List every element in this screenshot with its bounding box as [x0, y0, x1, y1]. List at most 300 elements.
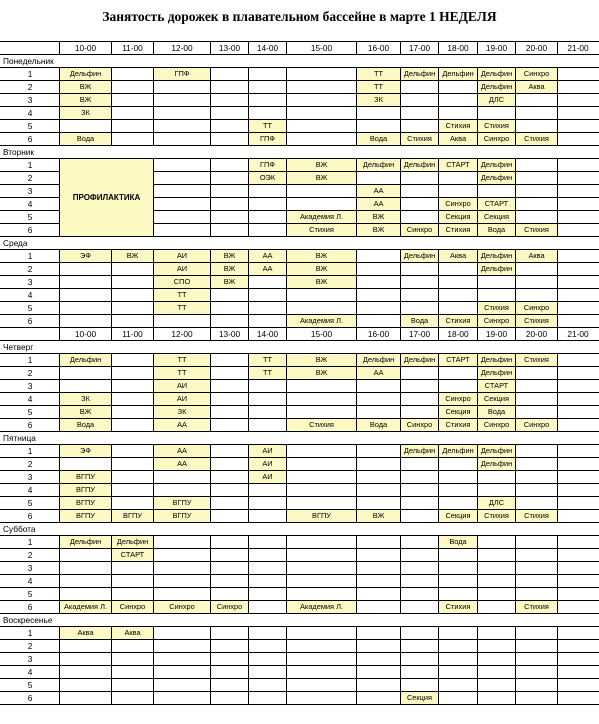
grid-vline	[286, 67, 287, 146]
lane-number: 6	[27, 225, 33, 235]
grid-vline	[248, 626, 249, 705]
lane-number: 4	[27, 394, 33, 404]
grid-vline	[153, 353, 154, 432]
booking-cell: ВГПУ	[112, 510, 153, 522]
grid-hline	[0, 106, 599, 107]
booking-cell: Синхро	[439, 198, 477, 210]
grid-vline	[356, 626, 357, 705]
lane-number: 6	[27, 511, 33, 521]
hour-header: 15-00	[310, 329, 333, 339]
booking-cell: Вода	[60, 133, 111, 145]
grid-vline	[438, 249, 439, 328]
booking-cell: ВЖ	[211, 263, 248, 275]
grid-vline	[111, 249, 112, 328]
hour-header: 18-00	[447, 329, 469, 339]
booking-cell: ВЖ	[287, 159, 356, 171]
booking-cell: Дельфин	[478, 367, 515, 379]
grid-vline	[59, 67, 60, 146]
grid-vline	[515, 353, 516, 432]
lane-number: 1	[27, 251, 33, 261]
lane-number: 2	[27, 82, 33, 92]
lane-number: 3	[27, 277, 33, 287]
grid-hline	[0, 444, 599, 445]
grid-vline	[210, 626, 211, 705]
booking-cell: ВЖ	[287, 172, 356, 184]
grid-hline	[0, 405, 599, 406]
booking-cell: Секция	[478, 393, 515, 405]
booking-cell: АА	[154, 445, 210, 457]
booking-cell: АИ	[154, 393, 210, 405]
booking-cell: Аква	[439, 133, 477, 145]
booking-cell: Секция	[401, 692, 438, 704]
grid-vline	[210, 249, 211, 328]
grid-vline	[515, 626, 516, 705]
booking-cell: ВГПУ	[60, 497, 111, 509]
booking-cell: Стихия	[478, 120, 515, 132]
booking-cell: Академия Л.	[60, 601, 111, 613]
booking-cell: Дельфин	[60, 354, 111, 366]
maintenance-block: ПРОФИЛАКТИКА	[60, 159, 153, 236]
hour-header: 21-00	[567, 43, 589, 53]
hour-header: 19-00	[485, 43, 508, 53]
booking-cell: ТТ	[154, 302, 210, 314]
booking-cell: Дельфин	[401, 354, 438, 366]
lane-number: 3	[27, 186, 33, 196]
grid-vline	[111, 327, 112, 341]
grid-hline	[0, 704, 599, 705]
booking-cell: ВГПУ	[60, 484, 111, 496]
booking-cell: Аква	[516, 81, 557, 93]
booking-cell: АИ	[154, 380, 210, 392]
booking-cell: ЗК	[60, 393, 111, 405]
booking-cell: Синхро	[478, 315, 515, 327]
booking-cell: Стихия	[516, 601, 557, 613]
booking-cell: Стихия	[516, 510, 557, 522]
booking-cell: ТТ	[357, 68, 400, 80]
booking-cell: Секция	[478, 211, 515, 223]
grid-hline	[0, 132, 599, 133]
booking-cell: Дельфин	[478, 159, 515, 171]
lane-number: 4	[27, 108, 33, 118]
booking-cell: ВЖ	[287, 354, 356, 366]
booking-cell: СТАРТ	[478, 380, 515, 392]
hour-header: 18-00	[447, 43, 469, 53]
grid-vline	[286, 535, 287, 614]
grid-vline	[153, 41, 154, 55]
booking-cell: Стихия	[439, 120, 477, 132]
lane-number: 5	[27, 680, 33, 690]
booking-cell: ВЖ	[287, 367, 356, 379]
booking-cell: ГПФ	[249, 133, 286, 145]
grid-vline	[286, 327, 287, 341]
booking-cell: ТТ	[249, 354, 286, 366]
booking-cell: ВЖ	[60, 406, 111, 418]
booking-cell: Синхро	[401, 224, 438, 236]
grid-hline	[0, 626, 599, 627]
grid-hline	[0, 418, 599, 419]
booking-cell: Дельфин	[478, 458, 515, 470]
booking-cell: Дельфин	[439, 68, 477, 80]
grid-vline	[59, 444, 60, 523]
grid-vline	[477, 626, 478, 705]
grid-vline	[438, 327, 439, 341]
grid-vline	[438, 535, 439, 614]
grid-vline	[153, 535, 154, 614]
grid-vline	[210, 535, 211, 614]
grid-vline	[557, 327, 558, 341]
booking-cell: ТТ	[249, 120, 286, 132]
grid-vline	[59, 353, 60, 432]
grid-hline	[0, 535, 599, 536]
booking-cell: ГПФ	[249, 159, 286, 171]
lane-number: 5	[27, 212, 33, 222]
lane-number: 2	[27, 641, 33, 651]
lane-number: 6	[27, 134, 33, 144]
grid-vline	[248, 327, 249, 341]
booking-cell: Стихия	[439, 419, 477, 431]
grid-vline	[356, 158, 357, 237]
booking-cell: ЗК	[60, 107, 111, 119]
booking-cell: Дельфин	[357, 159, 400, 171]
grid-hline	[0, 691, 599, 692]
booking-cell: Аква	[60, 627, 111, 639]
booking-cell: Синхро	[516, 68, 557, 80]
booking-cell: Стихия	[516, 133, 557, 145]
lane-number: 1	[27, 628, 33, 638]
grid-vline	[400, 353, 401, 432]
booking-cell: Дельфин	[478, 445, 515, 457]
booking-cell: Дельфин	[357, 354, 400, 366]
hour-header: 11-00	[122, 43, 143, 53]
lane-number: 2	[27, 550, 33, 560]
grid-hline	[0, 41, 599, 42]
booking-cell: СПО	[154, 276, 210, 288]
booking-cell: ВЖ	[287, 250, 356, 262]
grid-hline	[0, 249, 599, 250]
grid-vline	[111, 41, 112, 55]
booking-cell: Дельфин	[60, 68, 111, 80]
booking-cell: Вода	[439, 536, 477, 548]
lane-number: 1	[27, 537, 33, 547]
booking-cell: ВЖ	[357, 224, 400, 236]
grid-vline	[111, 67, 112, 146]
hour-header: 16-00	[367, 43, 390, 53]
grid-vline	[557, 353, 558, 432]
hour-header: 16-00	[367, 329, 390, 339]
booking-cell: Дельфин	[401, 445, 438, 457]
booking-cell: АА	[249, 263, 286, 275]
grid-hline	[0, 236, 599, 237]
grid-vline	[477, 41, 478, 55]
booking-cell: Дельфин	[401, 68, 438, 80]
booking-cell: Синхро	[478, 133, 515, 145]
booking-cell: Стихия	[401, 133, 438, 145]
grid-hline	[0, 548, 599, 549]
grid-hline	[0, 275, 599, 276]
booking-cell: ГПФ	[154, 68, 210, 80]
lane-number: 4	[27, 290, 33, 300]
booking-cell: ЗК	[154, 406, 210, 418]
lane-number: 1	[27, 160, 33, 170]
grid-vline	[438, 626, 439, 705]
booking-cell: ВГПУ	[287, 510, 356, 522]
booking-cell: ДЛС	[478, 94, 515, 106]
grid-vline	[356, 249, 357, 328]
grid-vline	[210, 327, 211, 341]
grid-vline	[59, 327, 60, 341]
booking-cell: Секция	[439, 211, 477, 223]
grid-vline	[515, 41, 516, 55]
booking-cell: Дельфин	[439, 445, 477, 457]
booking-cell: ВГПУ	[154, 510, 210, 522]
grid-vline	[356, 41, 357, 55]
grid-vline	[153, 158, 154, 237]
booking-cell: ВЖ	[211, 276, 248, 288]
grid-vline	[59, 249, 60, 328]
booking-cell: ТТ	[249, 367, 286, 379]
hour-header: 10-00	[74, 329, 97, 339]
booking-cell: АА	[154, 419, 210, 431]
grid-vline	[557, 444, 558, 523]
lane-number: 5	[27, 407, 33, 417]
hour-header: 14-00	[256, 329, 279, 339]
booking-cell: Синхро	[516, 419, 557, 431]
grid-hline	[0, 80, 599, 81]
booking-cell: Стихия	[478, 510, 515, 522]
booking-cell: Синхро	[401, 419, 438, 431]
booking-cell: Стихия	[478, 302, 515, 314]
lane-number: 1	[27, 355, 33, 365]
grid-vline	[210, 67, 211, 146]
grid-vline	[286, 41, 287, 55]
lane-number: 4	[27, 199, 33, 209]
lane-number: 2	[27, 459, 33, 469]
booking-cell: Дельфин	[478, 250, 515, 262]
grid-hline	[0, 639, 599, 640]
grid-vline	[438, 67, 439, 146]
booking-cell: ЭФ	[60, 250, 111, 262]
grid-vline	[477, 158, 478, 237]
grid-hline	[0, 327, 599, 328]
grid-hline	[0, 600, 599, 601]
grid-hline	[0, 522, 599, 523]
grid-vline	[248, 249, 249, 328]
day-label: Понедельник	[3, 56, 54, 66]
grid-hline	[0, 652, 599, 653]
lane-number: 3	[27, 654, 33, 664]
grid-vline	[557, 41, 558, 55]
grid-vline	[210, 41, 211, 55]
hour-header: 15-00	[310, 43, 333, 53]
booking-cell: Стихия	[516, 354, 557, 366]
lane-number: 3	[27, 563, 33, 573]
grid-hline	[0, 665, 599, 666]
booking-cell: Дельфин	[60, 536, 111, 548]
grid-hline	[0, 366, 599, 367]
grid-hline	[0, 561, 599, 562]
grid-vline	[400, 327, 401, 341]
grid-hline	[0, 340, 599, 341]
hour-header: 20-00	[525, 329, 548, 339]
grid-vline	[515, 535, 516, 614]
grid-vline	[111, 444, 112, 523]
lane-number: 6	[27, 693, 33, 703]
booking-cell: Аква	[439, 250, 477, 262]
grid-vline	[400, 158, 401, 237]
grid-vline	[248, 41, 249, 55]
booking-cell: Стихия	[516, 315, 557, 327]
lane-number: 5	[27, 121, 33, 131]
booking-cell: Академия Л.	[287, 601, 356, 613]
grid-hline	[0, 353, 599, 354]
grid-hline	[0, 457, 599, 458]
day-label: Среда	[3, 238, 28, 248]
booking-cell: ВГПУ	[60, 471, 111, 483]
grid-hline	[0, 678, 599, 679]
grid-vline	[477, 249, 478, 328]
grid-hline	[0, 483, 599, 484]
grid-vline	[111, 626, 112, 705]
grid-vline	[111, 535, 112, 614]
booking-cell: ВЖ	[60, 81, 111, 93]
grid-vline	[557, 67, 558, 146]
grid-vline	[153, 327, 154, 341]
grid-vline	[356, 535, 357, 614]
grid-vline	[153, 67, 154, 146]
grid-vline	[515, 327, 516, 341]
grid-vline	[111, 353, 112, 432]
grid-vline	[438, 41, 439, 55]
booking-cell: Дельфин	[478, 68, 515, 80]
booking-cell: АА	[249, 250, 286, 262]
lane-number: 5	[27, 589, 33, 599]
booking-cell: Аква	[112, 627, 153, 639]
booking-cell: ВЖ	[357, 211, 400, 223]
grid-hline	[0, 145, 599, 146]
grid-vline	[477, 327, 478, 341]
booking-cell: Стихия	[516, 224, 557, 236]
booking-cell: АИ	[249, 471, 286, 483]
grid-hline	[0, 470, 599, 471]
booking-cell: АА	[357, 185, 400, 197]
day-label: Пятница	[3, 433, 36, 443]
booking-cell: Вода	[478, 224, 515, 236]
booking-cell: Аква	[516, 250, 557, 262]
grid-vline	[210, 158, 211, 237]
grid-vline	[400, 67, 401, 146]
grid-vline	[248, 353, 249, 432]
booking-cell: СТАРТ	[439, 159, 477, 171]
booking-cell: Секция	[439, 510, 477, 522]
grid-vline	[438, 353, 439, 432]
grid-vline	[286, 444, 287, 523]
hour-header: 12-00	[171, 43, 193, 53]
lane-number: 3	[27, 381, 33, 391]
grid-vline	[515, 158, 516, 237]
hour-header: 19-00	[485, 329, 508, 339]
booking-cell: АА	[154, 458, 210, 470]
booking-cell: Секция	[439, 406, 477, 418]
hour-header: 17-00	[408, 329, 431, 339]
booking-cell: Синхро	[516, 302, 557, 314]
grid-hline	[0, 262, 599, 263]
lane-number: 4	[27, 576, 33, 586]
hour-header: 14-00	[256, 43, 279, 53]
booking-cell: Синхро	[211, 601, 248, 613]
grid-hline	[0, 54, 599, 55]
booking-cell: Дельфин	[478, 81, 515, 93]
booking-cell: ВЖ	[211, 250, 248, 262]
booking-cell: Вода	[478, 406, 515, 418]
grid-hline	[0, 119, 599, 120]
booking-cell: Вода	[401, 315, 438, 327]
grid-vline	[248, 444, 249, 523]
lane-number: 1	[27, 69, 33, 79]
booking-cell: Академия Л.	[287, 211, 356, 223]
grid-hline	[0, 314, 599, 315]
grid-vline	[557, 158, 558, 237]
hour-header: 20-00	[525, 43, 548, 53]
day-label: Вторник	[3, 147, 35, 157]
grid-hline	[0, 93, 599, 94]
grid-vline	[153, 626, 154, 705]
booking-cell: Синхро	[154, 601, 210, 613]
booking-cell: Дельфин	[401, 159, 438, 171]
booking-cell: АИ	[154, 263, 210, 275]
grid-hline	[0, 288, 599, 289]
grid-vline	[477, 535, 478, 614]
grid-vline	[59, 41, 60, 55]
booking-cell: СТАРТ	[439, 354, 477, 366]
booking-cell: Стихия	[287, 224, 356, 236]
grid-vline	[59, 535, 60, 614]
grid-vline	[515, 444, 516, 523]
booking-cell: ВГПУ	[154, 497, 210, 509]
grid-vline	[153, 444, 154, 523]
lane-number: 2	[27, 173, 33, 183]
booking-cell: Вода	[357, 419, 400, 431]
booking-cell: АИ	[249, 445, 286, 457]
booking-cell: ТТ	[154, 354, 210, 366]
booking-cell: ВЖ	[357, 510, 400, 522]
grid-vline	[286, 249, 287, 328]
grid-hline	[0, 496, 599, 497]
hour-header: 11-00	[122, 329, 143, 339]
grid-vline	[400, 249, 401, 328]
grid-vline	[477, 353, 478, 432]
grid-vline	[557, 626, 558, 705]
booking-cell: АА	[357, 367, 400, 379]
grid-vline	[248, 67, 249, 146]
booking-cell: ЭФ	[60, 445, 111, 457]
grid-vline	[356, 67, 357, 146]
grid-vline	[477, 67, 478, 146]
hour-header: 21-00	[567, 329, 589, 339]
grid-hline	[0, 392, 599, 393]
booking-cell: Дельфин	[401, 250, 438, 262]
lane-number: 5	[27, 303, 33, 313]
grid-hline	[0, 574, 599, 575]
hour-header: 13-00	[218, 329, 241, 339]
lane-number: 4	[27, 485, 33, 495]
grid-hline	[0, 587, 599, 588]
lane-number: 2	[27, 264, 33, 274]
booking-cell: ДЛС	[478, 497, 515, 509]
booking-cell: Стихия	[439, 224, 477, 236]
grid-vline	[557, 535, 558, 614]
grid-vline	[153, 249, 154, 328]
booking-cell: Дельфин	[112, 536, 153, 548]
